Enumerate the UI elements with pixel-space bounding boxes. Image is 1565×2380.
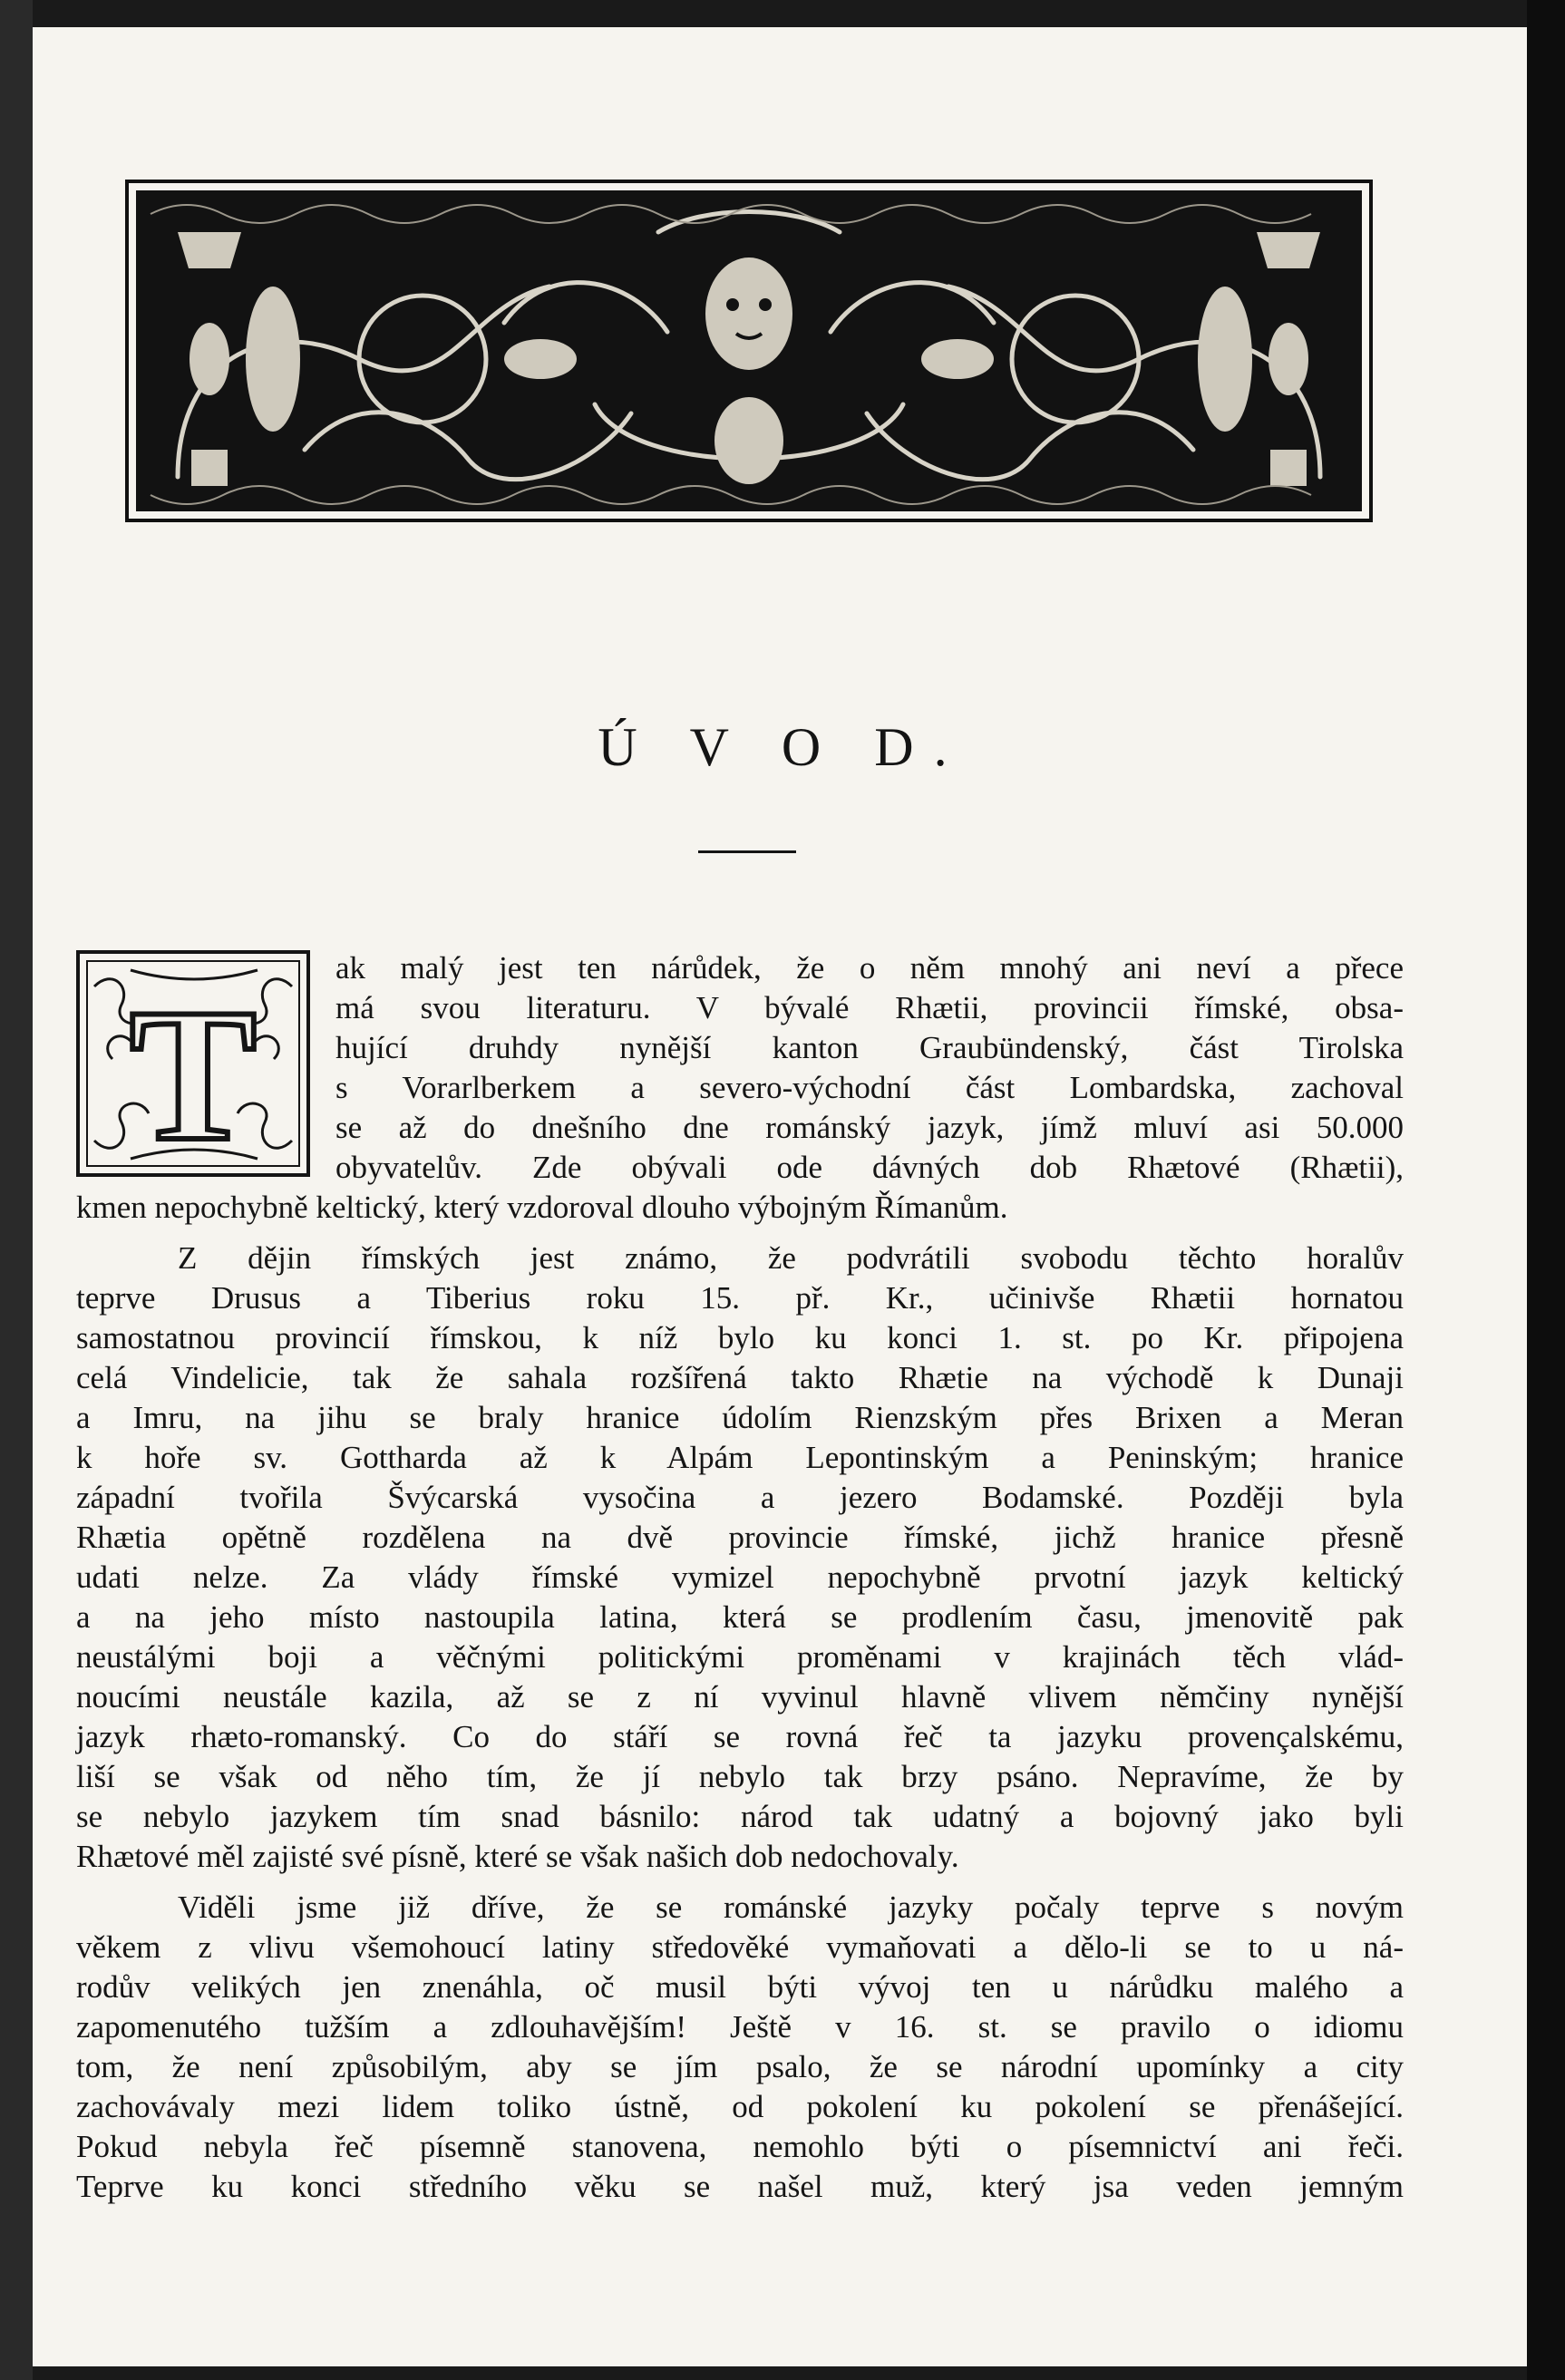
body-text-line: a na jeho místo nastoupila latina, která se prodlením času, jmenovitě pak bbox=[76, 1599, 1404, 1635]
body-text-line: a Imru, na jihu se braly hranice údolím Rienzským přes Brixen a Meran bbox=[76, 1400, 1404, 1435]
body-text-line: se až do dnešního dne románský jazyk, jímž mluví asi 50.000 bbox=[335, 1110, 1404, 1145]
body-text-line: zapomenutého tužším a zdlouhavějším! Ještě v 16. st. se pravilo o idiomu bbox=[76, 2009, 1404, 2045]
drop-cap-letter: T bbox=[129, 970, 258, 1177]
body-text-line: rodův velikých jen znenáhla, oč musil býti vývoj ten u nárůdku malého a bbox=[76, 1969, 1404, 2005]
title-divider bbox=[698, 850, 796, 853]
body-text-line: noucími neustále kazila, až se z ní vyvinul hlavně vlivem němčiny nynější bbox=[76, 1679, 1404, 1715]
body-text-line: neustálými boji a věčnými politickými proměnami v krajinách těch vlád- bbox=[76, 1639, 1404, 1675]
scan-right-edge bbox=[1527, 0, 1565, 2380]
body-text-line: celá Vindelicie, tak že sahala rozšířená takto Rhætie na východě k Dunaji bbox=[76, 1360, 1404, 1395]
body-text-line: má svou literaturu. V bývalé Rhætii, provincii římské, obsa- bbox=[335, 990, 1404, 1025]
body-text-line: s Vorarlberkem a severo-východní část Lombardska, zachoval bbox=[335, 1070, 1404, 1105]
body-text-line: věkem z vlivu všemohoucí latiny středověké vymaňovati a dělo-li se to u ná- bbox=[76, 1929, 1404, 1965]
body-text-line: Teprve ku konci středního věku se našel muž, který jsa veden jemným bbox=[76, 2169, 1404, 2204]
body-text-line: hující druhdy nynější kanton Graubündenský, část Tirolska bbox=[335, 1030, 1404, 1065]
drop-cap-initial bbox=[76, 950, 310, 1177]
body-text-line: obyvatelův. Zde obývali ode dávných dob Rhætové (Rhætii), bbox=[335, 1150, 1404, 1185]
body-text-line: Pokud nebyla řeč písemně stanovena, nemohlo býti o písemnictví ani řeči. bbox=[76, 2129, 1404, 2164]
body-text-line: jazyk rhæto-romanský. Co do stáří se rovná řeč ta jazyku provençalskému, bbox=[76, 1719, 1404, 1754]
body-text-line: liší se však od něho tím, že jí nebylo tak brzy psáno. Nepravíme, že by bbox=[76, 1759, 1404, 1794]
body-text-line: ak malý jest ten nárůdek, že o něm mnohý ani neví a přece bbox=[335, 950, 1404, 986]
body-text-line: Rhætové měl zajisté své písně, které se však našich dob nedochovaly. bbox=[76, 1839, 959, 1874]
body-text-line: se nebylo jazykem tím snad básnilo: národ tak udatný a bojovný jako byli bbox=[76, 1799, 1404, 1834]
body-text-line: tom, že není způsobilým, aby se jím psalo, že se národní upomínky a city bbox=[76, 2049, 1404, 2084]
body-text-line: západní tvořila Švýcarská vysočina a jezero Bodamské. Později byla bbox=[76, 1480, 1404, 1515]
body-text-line: Viděli jsme již dříve, že se románské jazyky počaly teprve s novým bbox=[178, 1889, 1404, 1925]
body-text-line: Rhætia opětně rozdělena na dvě provincie římské, jichž hranice přesně bbox=[76, 1520, 1404, 1555]
body-text-line: Z dějin římských jest známo, že podvrátili svobodu těchto horalův bbox=[178, 1240, 1404, 1276]
body-text-line: udati nelze. Za vlády římské vymizel nepochybně prvotní jazyk keltický bbox=[76, 1559, 1404, 1595]
ornamental-headpiece bbox=[123, 178, 1375, 524]
body-text-line: teprve Drusus a Tiberius roku 15. př. Kr., učinivše Rhætii hornatou bbox=[76, 1280, 1404, 1316]
body-text-line: zachovávaly mezi lidem toliko ústně, od pokolení ku pokolení se přenášející. bbox=[76, 2089, 1404, 2124]
chapter-title: Ú V O D. bbox=[598, 717, 967, 777]
body-text-line: samostatnou provincií římskou, k níž bylo ku konci 1. st. po Kr. připojena bbox=[76, 1320, 1404, 1355]
scan-left-edge bbox=[0, 0, 33, 2380]
body-text-line: kmen nepochybně keltický, který vzdoroval dlouho výbojným Římanům. bbox=[76, 1190, 1008, 1225]
body-text-line: k hoře sv. Gotthardа až k Alpám Lepontinským a Peninským; hranice bbox=[76, 1440, 1404, 1475]
